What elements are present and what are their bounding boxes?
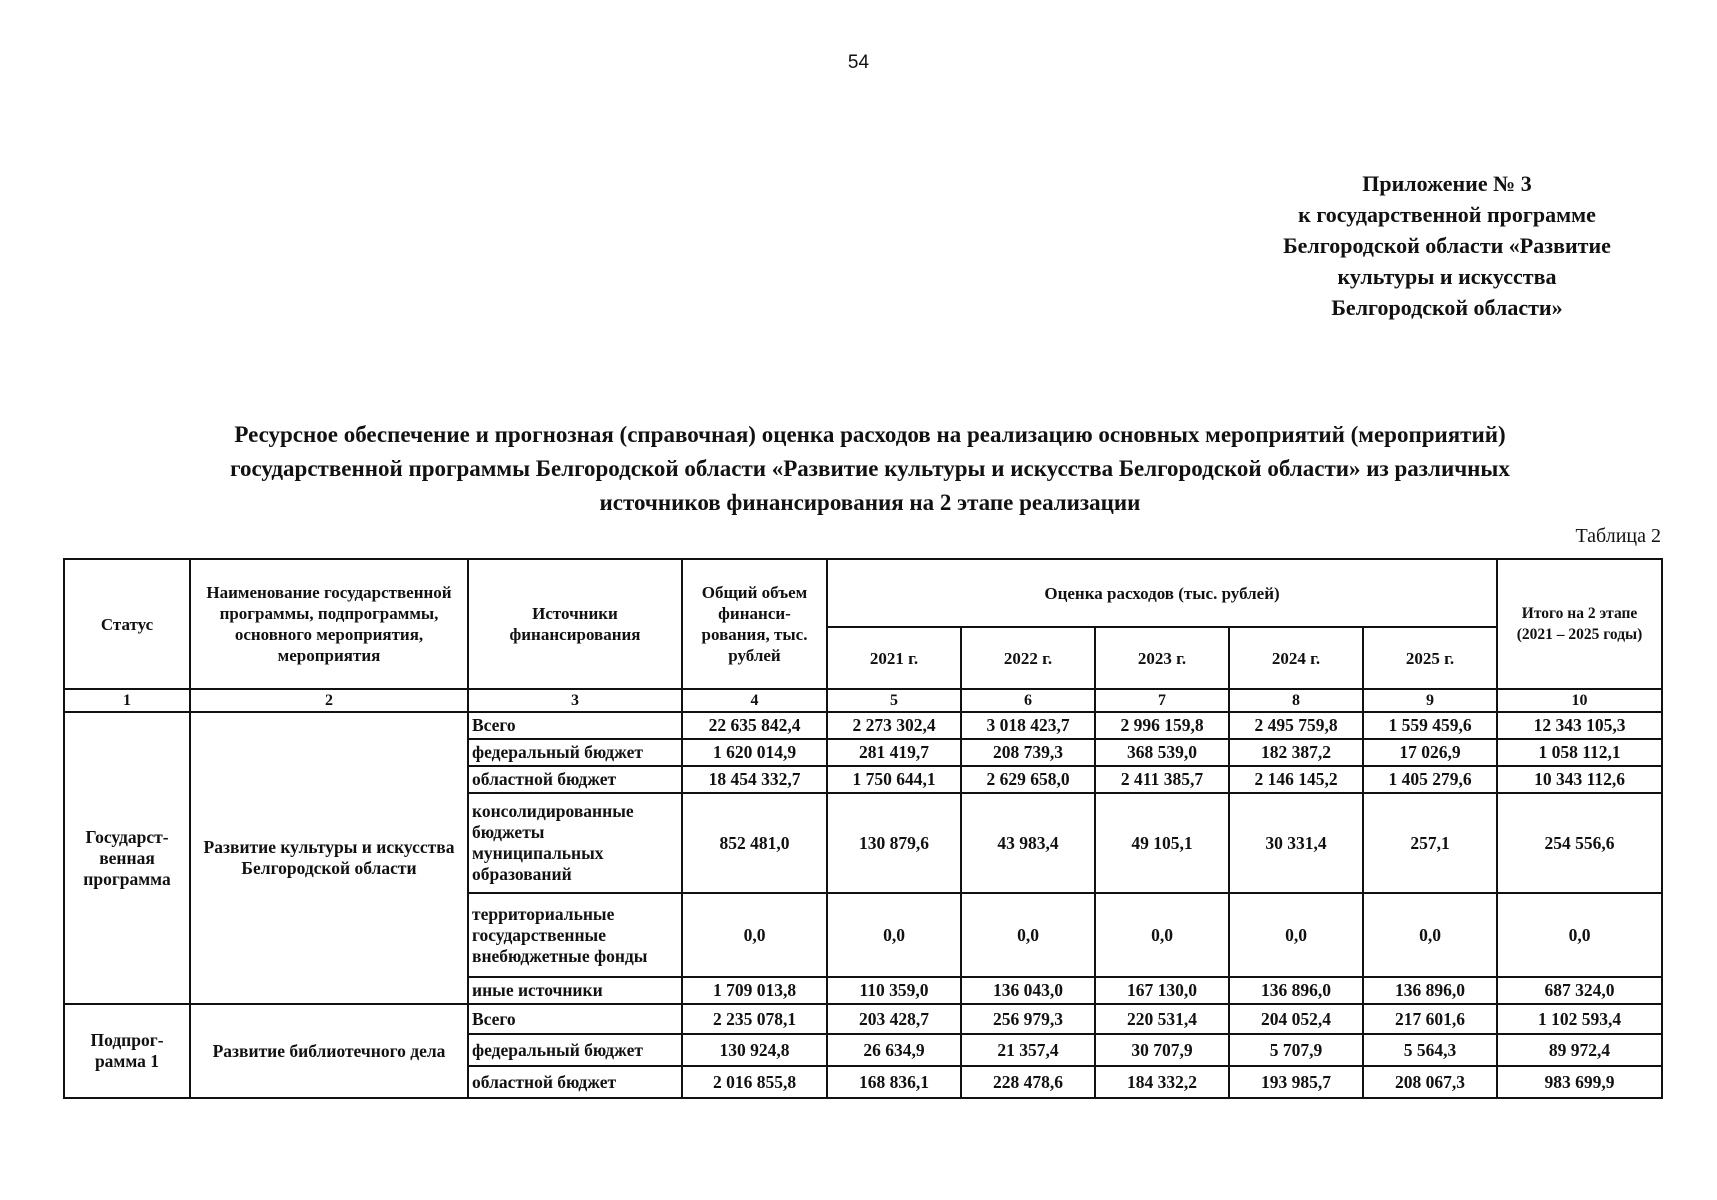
column-number: 10 [1497,689,1662,712]
value-cell: 204 052,4 [1229,1004,1363,1034]
header-source: Источники финансирования [468,559,682,689]
header-year-2024: 2024 г. [1229,627,1363,689]
value-cell: 0,0 [682,893,827,977]
program-name-cell: Развитие библиотечного дела [190,1004,468,1098]
table-label: Таблица 2 [1575,525,1661,547]
column-number: 7 [1095,689,1229,712]
value-cell: 136 043,0 [961,977,1095,1004]
value-cell: 2 016 855,8 [682,1066,827,1098]
source-cell: территориальные государственные внебюджетные фонды [468,893,682,977]
value-cell: 184 332,2 [1095,1066,1229,1098]
value-cell: 203 428,7 [827,1004,961,1034]
title-line: Ресурсное обеспечение и прогнозная (справочная) оценка расходов на реализацию основных мероприятий (мероприятий) [234,422,1506,447]
appendix-line: культуры и искусства [1337,264,1557,289]
table-row [64,1004,1662,1034]
value-cell: 0,0 [1229,893,1363,977]
appendix-line: Белгородской области «Развитие [1283,233,1611,258]
value-cell: 2 996 159,8 [1095,712,1229,739]
value-cell: 18 454 332,7 [682,766,827,793]
value-cell: 208 067,3 [1363,1066,1497,1098]
value-cell: 220 531,4 [1095,1004,1229,1034]
title-line: государственной программы Белгородской области «Развитие культуры и искусства Белгородской области» из различных [230,456,1510,481]
value-cell: 17 026,9 [1363,739,1497,766]
value-cell: 281 419,7 [827,739,961,766]
value-cell: 5 707,9 [1229,1034,1363,1066]
value-cell: 168 836,1 [827,1066,961,1098]
source-cell: консолидированные бюджеты муниципальных образований [468,793,682,893]
title-line: источников финансирования на 2 этапе реализации [599,490,1141,515]
header-year-2023: 2023 г. [1095,627,1229,689]
source-cell: иные источники [468,977,682,1004]
value-cell: 1 559 459,6 [1363,712,1497,739]
value-cell: 983 699,9 [1497,1066,1662,1098]
column-number-row [64,689,1662,712]
value-cell: 0,0 [1363,893,1497,977]
value-cell: 167 130,0 [1095,977,1229,1004]
appendix-line: Белгородской области» [1331,295,1563,320]
document-title [90,418,1650,520]
appendix-heading [1247,168,1647,323]
header-total-volume: Общий объем финанси-рования, тыс. рублей [682,559,827,689]
value-cell: 1 058 112,1 [1497,739,1662,766]
source-cell: Всего [468,712,682,739]
value-cell: 208 739,3 [961,739,1095,766]
column-number: 9 [1363,689,1497,712]
value-cell: 2 629 658,0 [961,766,1095,793]
source-cell: федеральный бюджет [468,739,682,766]
header-year-2022: 2022 г. [961,627,1095,689]
value-cell: 0,0 [1095,893,1229,977]
value-cell: 182 387,2 [1229,739,1363,766]
value-cell: 228 478,6 [961,1066,1095,1098]
value-cell: 1 102 593,4 [1497,1004,1662,1034]
header-year-2021: 2021 г. [827,627,961,689]
value-cell: 368 539,0 [1095,739,1229,766]
source-cell: областной бюджет [468,1066,682,1098]
value-cell: 2 146 145,2 [1229,766,1363,793]
column-number: 6 [961,689,1095,712]
value-cell: 852 481,0 [682,793,827,893]
value-cell: 5 564,3 [1363,1034,1497,1066]
value-cell: 2 495 759,8 [1229,712,1363,739]
program-name-cell: Развитие культуры и искусства Белгородской области [190,712,468,1004]
value-cell: 136 896,0 [1363,977,1497,1004]
value-cell: 1 405 279,6 [1363,766,1497,793]
source-cell: федеральный бюджет [468,1034,682,1066]
value-cell: 130 924,8 [682,1034,827,1066]
header-row [64,559,1662,627]
budget-table [63,558,1663,1099]
value-cell: 30 331,4 [1229,793,1363,893]
value-cell: 22 635 842,4 [682,712,827,739]
column-number: 8 [1229,689,1363,712]
value-cell: 130 879,6 [827,793,961,893]
value-cell: 256 979,3 [961,1004,1095,1034]
value-cell: 0,0 [1497,893,1662,977]
value-cell: 687 324,0 [1497,977,1662,1004]
appendix-line: Приложение № 3 [1362,171,1532,196]
value-cell: 257,1 [1363,793,1497,893]
source-cell: Всего [468,1004,682,1034]
value-cell: 1 620 014,9 [682,739,827,766]
value-cell: 89 972,4 [1497,1034,1662,1066]
header-status: Статус [64,559,190,689]
value-cell: 0,0 [961,893,1095,977]
header-estimate: Оценка расходов (тыс. рублей) [827,559,1497,627]
value-cell: 26 634,9 [827,1034,961,1066]
value-cell: 193 985,7 [1229,1066,1363,1098]
value-cell: 2 273 302,4 [827,712,961,739]
value-cell: 10 343 112,6 [1497,766,1662,793]
value-cell: 110 359,0 [827,977,961,1004]
value-cell: 136 896,0 [1229,977,1363,1004]
value-cell: 1 709 013,8 [682,977,827,1004]
value-cell: 1 750 644,1 [827,766,961,793]
value-cell: 217 601,6 [1363,1004,1497,1034]
page-number: 54 [847,52,870,73]
header-name: Наименование государственной программы, подпрограммы, основного мероприятия, мероприятия [190,559,468,689]
column-number: 4 [682,689,827,712]
value-cell: 12 343 105,3 [1497,712,1662,739]
value-cell: 2 411 385,7 [1095,766,1229,793]
header-year-2025: 2025 г. [1363,627,1497,689]
value-cell: 254 556,6 [1497,793,1662,893]
value-cell: 21 357,4 [961,1034,1095,1066]
table-row [64,712,1662,739]
value-cell: 43 983,4 [961,793,1095,893]
appendix-line: к государственной программе [1298,202,1596,227]
status-cell: Государст-венная программа [64,712,190,1004]
column-number: 1 [64,689,190,712]
value-cell: 30 707,9 [1095,1034,1229,1066]
status-cell: Подпрог-рамма 1 [64,1004,190,1098]
value-cell: 3 018 423,7 [961,712,1095,739]
column-number: 3 [468,689,682,712]
value-cell: 49 105,1 [1095,793,1229,893]
source-cell: областной бюджет [468,766,682,793]
column-number: 2 [190,689,468,712]
column-number: 5 [827,689,961,712]
header-stage-total: Итого на 2 этапе (2021 – 2025 годы) [1497,559,1662,689]
value-cell: 2 235 078,1 [682,1004,827,1034]
value-cell: 0,0 [827,893,961,977]
